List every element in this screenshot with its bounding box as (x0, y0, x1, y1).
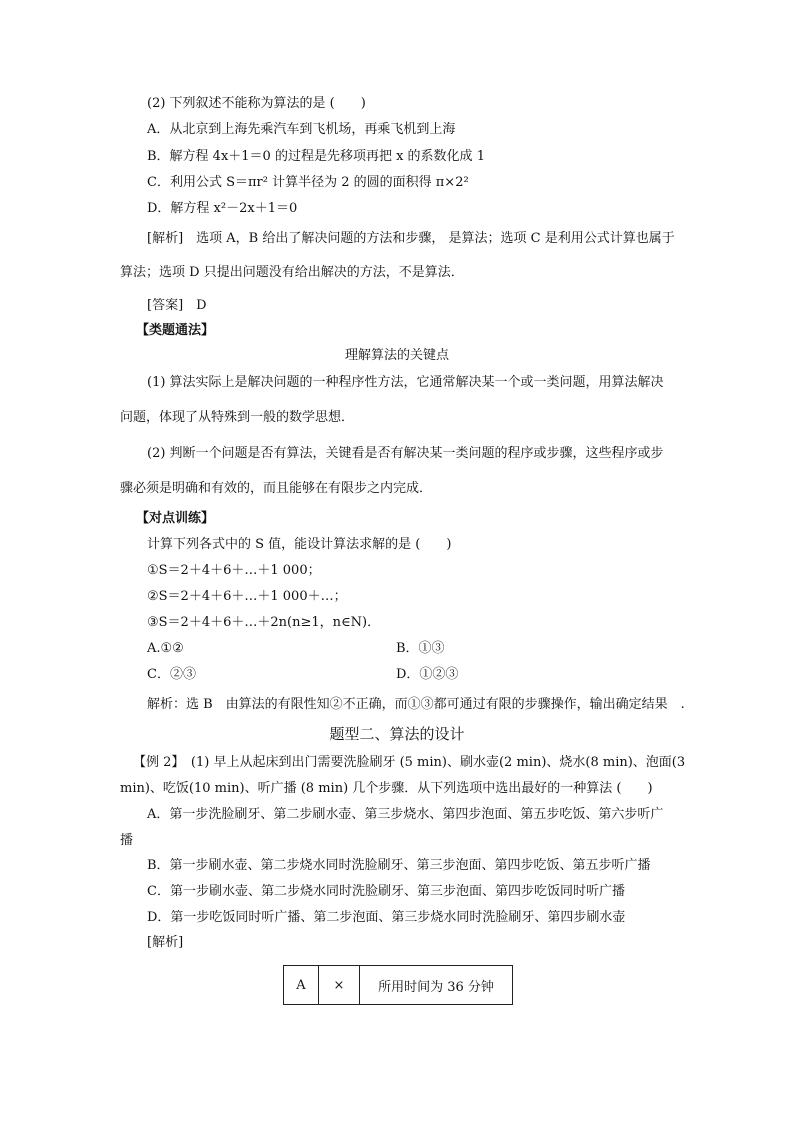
example2-option-d: D．第一步吃饭同时听广播、第二步泡面、第三步烧水同时洗脸刷牙、第四步刷水壶 (147, 910, 626, 925)
q2-option-b: B．解方程 4x＋1＝0 的过程是先移项再把 x 的系数化成 1 (147, 149, 485, 164)
lei-ti-point-2: (2) 判断一个问题是否有算法，关键看是否有解决某一类问题的程序或步骤，这些程序或步 (147, 446, 664, 461)
training-option-c: C．②③ (147, 667, 196, 682)
q2-answer: [答案] D (147, 298, 207, 313)
q2-option-a: A．从北京到上海先乘汽车到飞机场，再乘飞机到上海 (147, 122, 456, 137)
example2-stem-line-1: 【例 2】 (1) 早上从起床到出门需要洗脸刷牙 (5 min)、刷水壶(2 min)、烧水(8 min)、泡面(3 (133, 755, 686, 770)
lei-ti-label: 【类题通法】 (136, 323, 215, 338)
q2-analysis-line-2: 算法；选项 D 只提出问题没有给出解决的方法，不是算法． (120, 265, 464, 280)
table-cell-mark: × (319, 966, 360, 1005)
analysis-table (283, 965, 513, 1005)
example2-option-a: A．第一步洗脸刷牙、第二步刷水壶、第三步烧水、第四步泡面、第五步吃饭、第六步听广 (147, 807, 664, 822)
table-cell-option: A (284, 966, 319, 1005)
example2-option-a-cont: 播 (120, 833, 134, 848)
lei-ti-point-2-cont: 骤必须是明确和有效的，而且能够在有限步之内完成． (120, 481, 433, 496)
q2-option-c: C．利用公式 S＝πr² 计算半径为 2 的圆的面积得 π×2² (147, 175, 469, 190)
training-item-3: ③S＝2＋4＋6＋…＋2n(n≥1，n∈N)． (147, 615, 381, 630)
lei-ti-point-1: (1) 算法实际上是解决问题的一种程序性方法，它通常解决某一个或一类问题，用算法解决 (147, 375, 664, 390)
table-row (284, 966, 513, 1005)
q2-stem: (2) 下列叙述不能称为算法的是 ( ) (147, 96, 366, 111)
lei-ti-title: 理解算法的关键点 (344, 348, 449, 363)
example2-analysis-label: [解析] (147, 935, 184, 950)
example2-option-b: B．第一步刷水壶、第二步烧水同时洗脸刷牙、第三步泡面、第四步吃饭、第五步听广播 (147, 858, 651, 873)
training-option-d: D．①②③ (396, 667, 459, 682)
training-stem: 计算下列各式中的 S 值，能设计算法求解的是 ( ) (147, 537, 452, 552)
section-title: 题型二、算法的设计 (329, 725, 465, 743)
training-item-1: ①S＝2＋4＋6＋…＋1 000； (147, 563, 321, 578)
training-label: 【对点训练】 (136, 511, 215, 526)
training-option-b: B．①③ (396, 641, 445, 656)
training-item-2: ②S＝2＋4＋6＋…＋1 000＋…； (147, 589, 347, 604)
lei-ti-point-1-cont: 问题，体现了从特殊到一般的数学思想． (120, 410, 355, 425)
training-solution: 解析：选 B 由算法的有限性知②不正确，而①③都可通过有限的步骤操作，输出确定结果 . (147, 697, 685, 712)
example2-option-c: C．第一步刷水壶、第二步烧水同时洗脸刷牙、第三步泡面、第四步吃饭同时听广播 (147, 884, 625, 899)
q2-analysis-line-1: [解析] 选项 A，B 给出了解决问题的方法和步骤， 是算法；选项 C 是利用公式计算也属于 (147, 231, 675, 246)
q2-option-d: D．解方程 x²－2x＋1＝0 (147, 201, 298, 216)
example2-stem-line-2: min)、吃饭(10 min)、听广播 (8 min) 几个步骤．从下列选项中选出最好的一种算法 ( ) (120, 781, 653, 796)
training-option-a: A.①② (147, 641, 184, 656)
table-cell-time: 所用时间为 36 分钟 (360, 966, 513, 1005)
